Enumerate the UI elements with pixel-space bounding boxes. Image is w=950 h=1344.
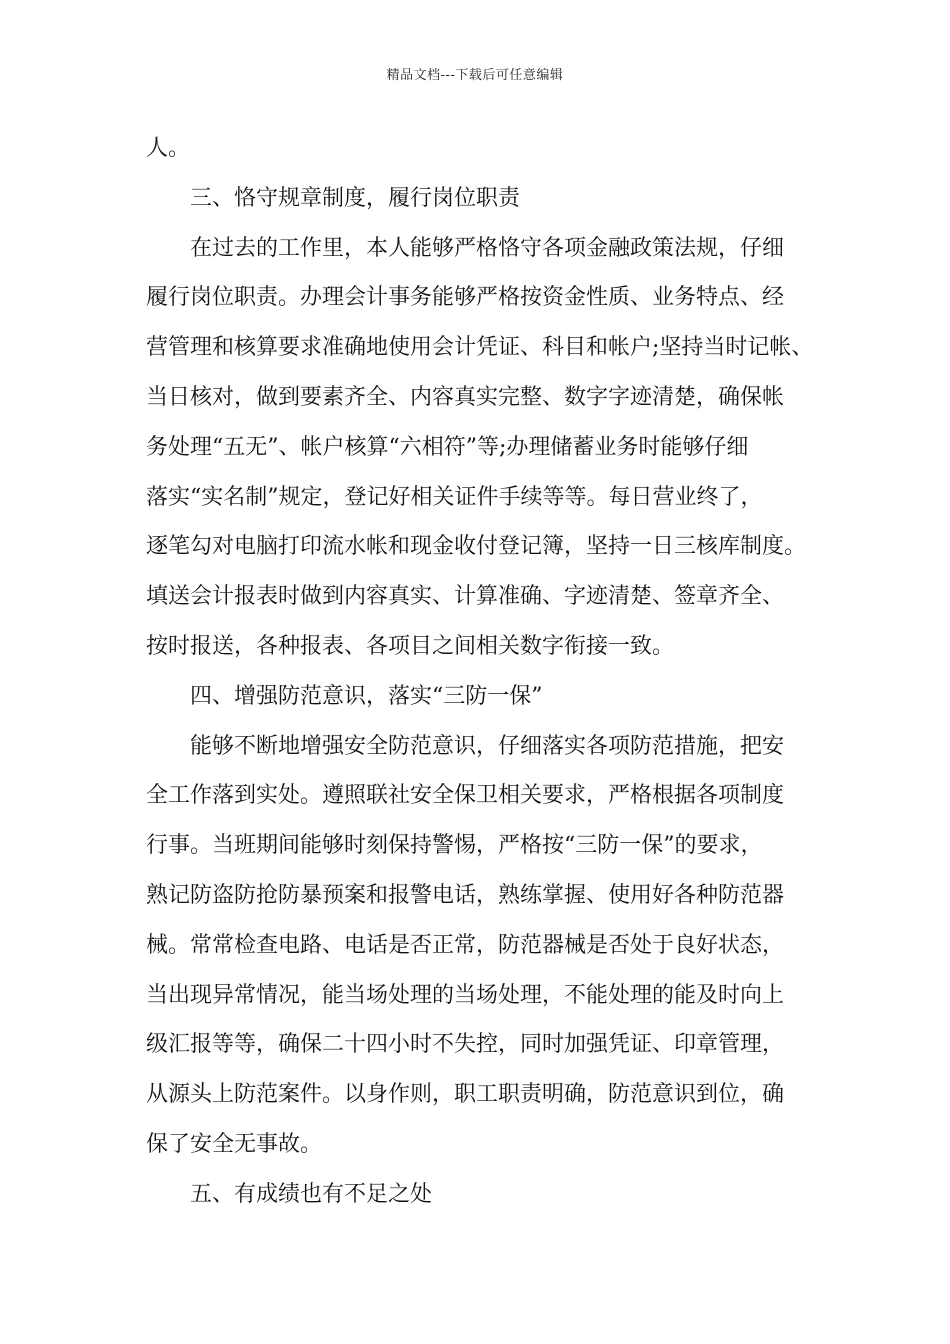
text-line: 全工作落到实处。遵照联社安全保卫相关要求，严格根据各项制度 <box>146 783 785 809</box>
document-body <box>146 124 816 1220</box>
text-line: 能够不断地增强安全防范意识，仔细落实各项防范措施，把安 <box>190 733 785 759</box>
section-heading: 三、恪守规章制度，履行岗位职责 <box>190 185 521 211</box>
section-heading: 四、增强防范意识，落实“三防一保” <box>190 683 543 709</box>
section-heading: 五、有成绩也有不足之处 <box>190 1181 433 1207</box>
page-header: 精品文档---下载后可任意编辑 <box>386 68 564 83</box>
text-line: 械。常常检查电路、电话是否正常，防范器械是否处于良好状态， <box>146 932 785 958</box>
text-line: 履行岗位职责。办理会计事务能够严格按资金性质、业务特点、经 <box>146 285 785 311</box>
text-line: 逐笔勾对电脑打印流水帐和现金收付登记簿，坚持一日三核库制度。 <box>146 534 807 560</box>
text-line: 保了安全无事故。 <box>146 1131 323 1157</box>
text-line: 营管理和核算要求准确地使用会计凭证、科目和帐户;坚持当时记帐、 <box>146 335 814 361</box>
text-line: 在过去的工作里，本人能够严格恪守各项金融政策法规，仔细 <box>190 235 785 261</box>
text-line: 级汇报等等，确保二十四小时不失控，同时加强凭证、印章管理， <box>146 1032 785 1058</box>
text-line: 按时报送，各种报表、各项目之间相关数字衔接一致。 <box>146 633 675 659</box>
text-line: 落实“实名制”规定，登记好相关证件手续等等。每日营业终了， <box>146 484 763 510</box>
text-line: 当出现异常情况，能当场处理的当场处理，不能处理的能及时向上 <box>146 982 785 1008</box>
text-line: 行事。当班期间能够时刻保持警惕，严格按“三防一保”的要求， <box>146 833 763 859</box>
text-line: 务处理“五无”、帐户核算“六相符”等;办理储蓄业务时能够仔细 <box>146 434 749 460</box>
text-line: 熟记防盗防抢防暴预案和报警电话，熟练掌握、使用好各种防范器 <box>146 882 785 908</box>
text-line: 从源头上防范案件。以身作则，职工职责明确，防范意识到位，确 <box>146 1082 785 1108</box>
text-line: 填送会计报表时做到内容真实、计算准确、字迹清楚、签章齐全、 <box>146 584 785 610</box>
text-line: 人。 <box>146 136 191 161</box>
text-line: 当日核对，做到要素齐全、内容真实完整、数字字迹清楚，确保帐 <box>146 384 785 410</box>
